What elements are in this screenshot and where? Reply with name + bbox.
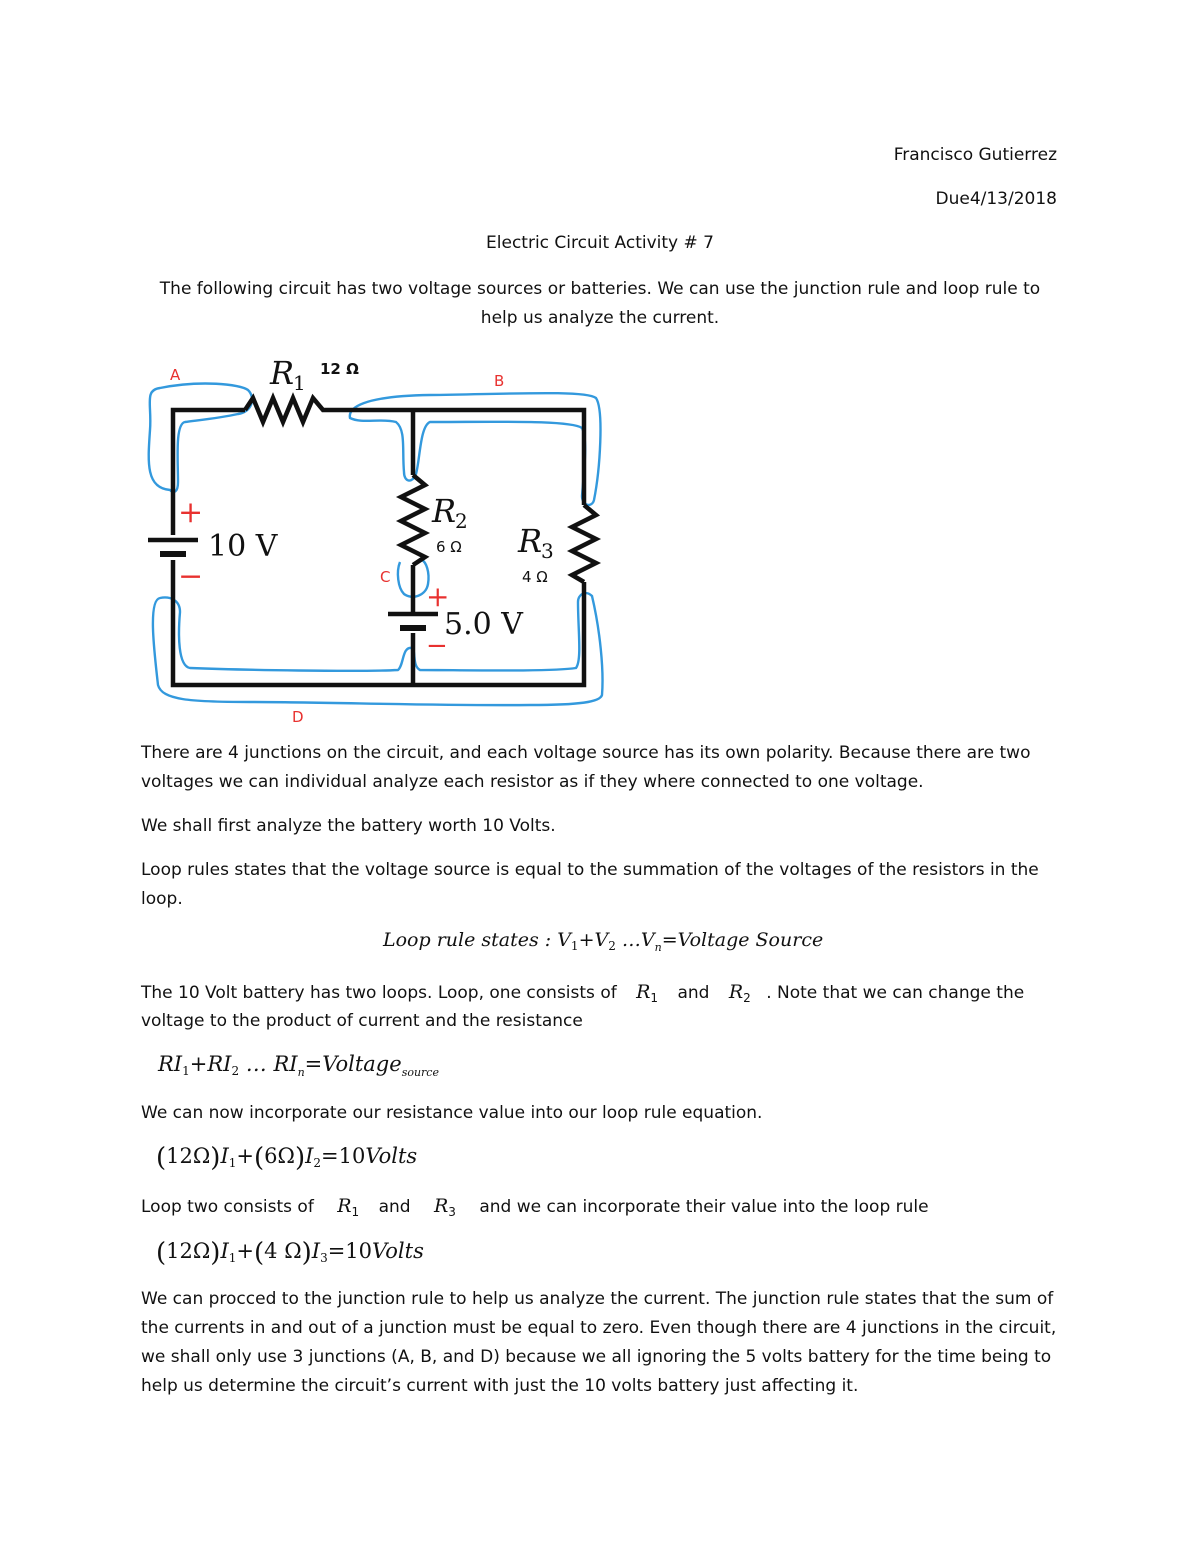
equation-loop-one: $(12\Omega)I_1+(6\Omega)I_2=10Volts$ bbox=[156, 1143, 418, 1173]
paragraph-junction-rule: We can procced to the junction rule to help us analyze the current. The junction rule states that the sum of the currents in and out of a junction must be equal to zero. Even though there are 4 junctions in the circuit, we shall only use 3 junctions (A, B, and D) because we all ignoring the 5 volts battery for the time being to help us determine the circuit’s current with just the 10 volts battery just affecting it. bbox=[141, 1289, 1057, 1396]
battery-5v-minus: − bbox=[426, 631, 448, 661]
r1-subscript: 1 bbox=[293, 371, 306, 395]
paragraph-loop-two: Loop two consists of $R_1$ and $R_3$ and we can incorporate their value into the loop rule bbox=[141, 1195, 929, 1219]
battery-10v-symbol bbox=[148, 540, 198, 554]
r2-subscript: 2 bbox=[455, 509, 468, 533]
battery-5v-label: 5.0 V bbox=[444, 607, 523, 642]
r1-symbol: R bbox=[270, 354, 295, 392]
r3-value: 4 Ω bbox=[522, 568, 548, 586]
junction-d-label: D bbox=[292, 708, 304, 726]
loop-a bbox=[149, 384, 252, 492]
battery-5v-plus: + bbox=[426, 580, 450, 613]
author-name: Francisco Gutierrez bbox=[893, 145, 1057, 165]
circuit-diagram bbox=[130, 350, 620, 735]
loop-d bbox=[153, 593, 603, 705]
r3-symbol: R bbox=[518, 522, 543, 560]
battery-10v-label: 10 V bbox=[208, 529, 278, 564]
battery-10v-plus: + bbox=[178, 495, 204, 530]
due-date: Due4/13/2018 bbox=[935, 189, 1057, 209]
intro-paragraph: The following circuit has two voltage sources or batteries. We can use the junction rule and loop rule to help us analyze the current. bbox=[159, 279, 1041, 328]
r3-subscript: 3 bbox=[541, 539, 554, 563]
junction-b-label: B bbox=[494, 372, 505, 390]
battery-10v-minus: − bbox=[178, 559, 204, 594]
battery-5v-symbol bbox=[388, 614, 438, 628]
paragraph-first-battery: We shall first analyze the battery worth 10 Volts. bbox=[141, 816, 556, 836]
paragraph-loop-rule: Loop rules states that the voltage source is equal to the summation of the voltages of the resistors in the loop. bbox=[141, 860, 1039, 909]
equation-ohm-sum: $RI_1+RI_2$ … $RI_n=Voltage_{source}$ bbox=[158, 1052, 439, 1079]
paragraph-two-loops-cont: voltage to the product of current and the resistance bbox=[141, 1011, 583, 1031]
r1-value: 12 Ω bbox=[320, 360, 359, 378]
paragraph-incorporate: We can now incorporate our resistance value into our loop rule equation. bbox=[141, 1103, 763, 1123]
document-title: Electric Circuit Activity # 7 bbox=[486, 233, 714, 253]
equation-loop-rule: Loop rule states : $V_1+V_2$ $\dots V_n=Voltage$ Source bbox=[383, 929, 824, 954]
paragraph-junctions: There are 4 junctions on the circuit, and each voltage source has its own polarity. Because there are two voltages we can individual analyze each resistor as if they where connected to one voltage. bbox=[141, 743, 1031, 792]
paragraph-two-loops: The 10 Volt battery has two loops. Loop, one consists of $R_1$ and $R_2$ . Note that we can change the bbox=[141, 981, 1025, 1005]
junction-a-label: A bbox=[170, 366, 181, 384]
junction-c-label: C bbox=[380, 568, 391, 586]
r2-symbol: R bbox=[432, 492, 457, 530]
r2-value: 6 Ω bbox=[436, 538, 462, 556]
equation-loop-two: $(12\Omega)I_1+(4$ $\Omega)I_3=10Volts$ bbox=[156, 1238, 424, 1268]
